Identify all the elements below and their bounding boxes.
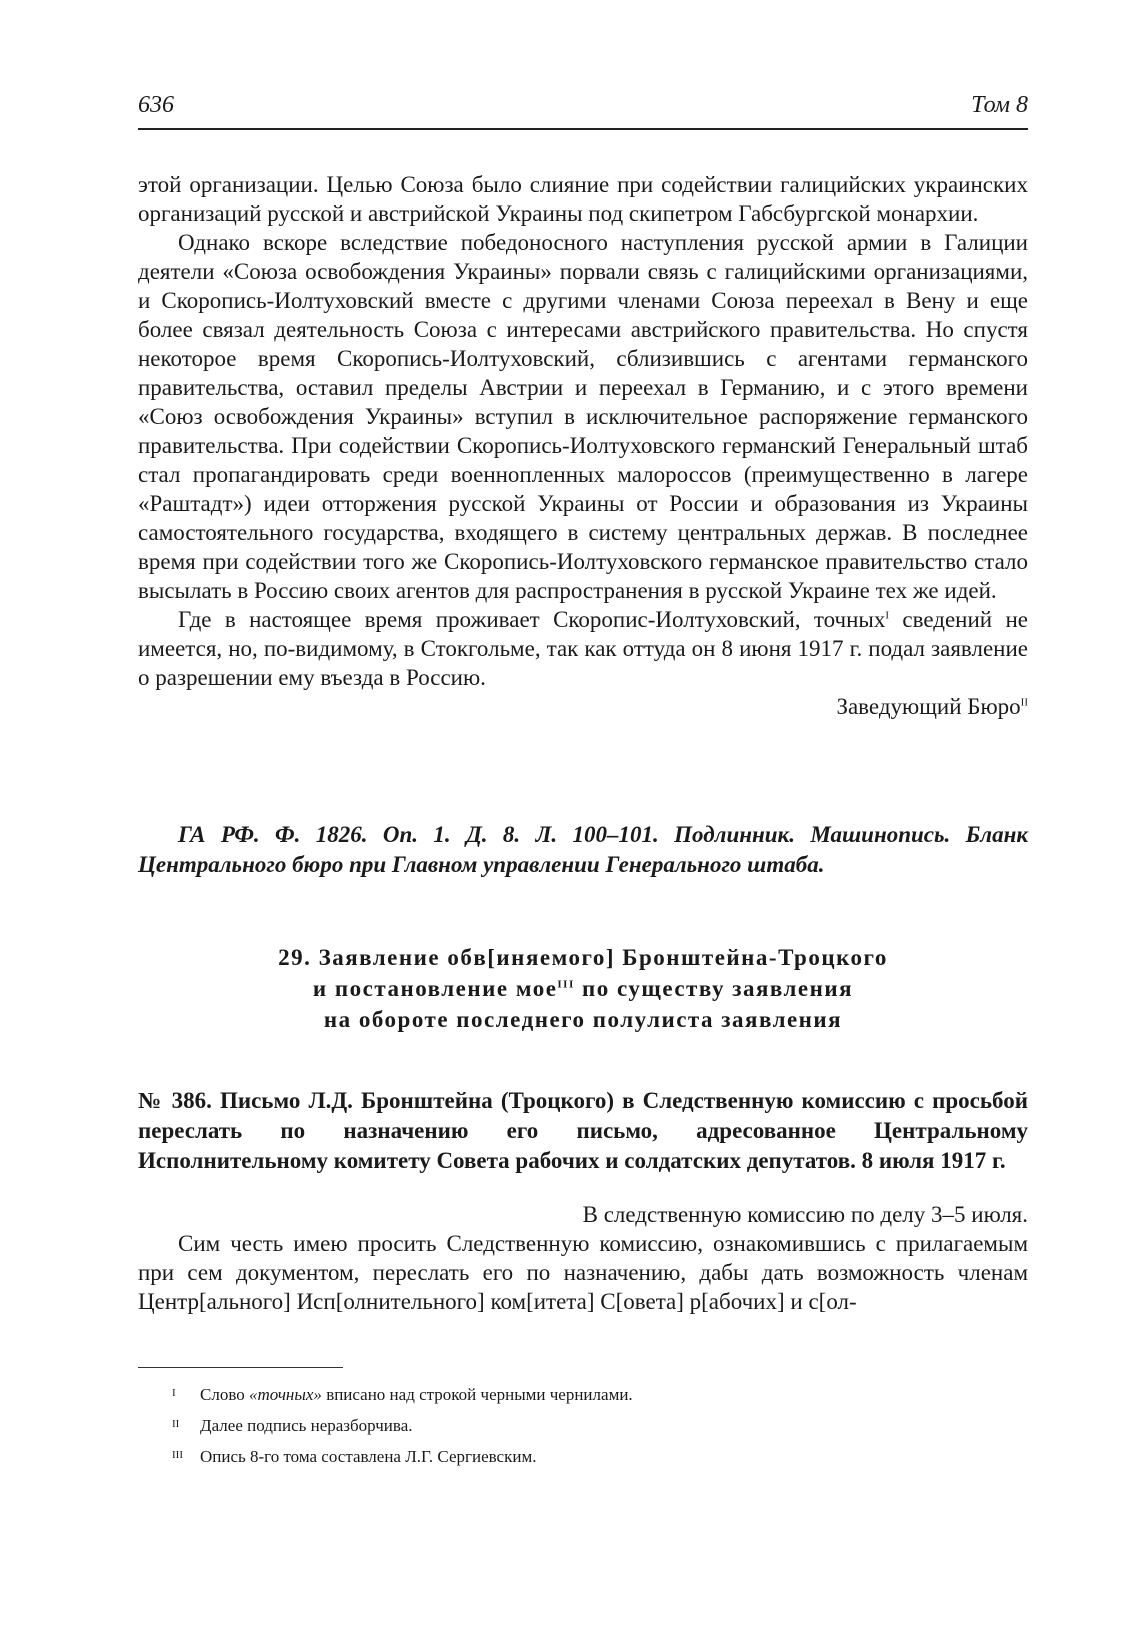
footnote-quoted-word: «точных» bbox=[248, 1385, 322, 1404]
footnote-mark: I bbox=[172, 1387, 176, 1399]
footnote-mark: II bbox=[172, 1418, 180, 1430]
paragraph-2: Однако вскоре вследствие победоносного наступления русской армии в Галиции деятели «Союза освобождения Украины» порвали связь с галицийскими организациями, и Скоропись-Иолтуховский вместе с другими членами Союза переехал в Вену и еще более связал деятельность Союза с интересами австрийского правительства. Но спустя некоторое время Скоропись-Иолтуховский, сблизившись с агентами германского правительства, оставил пределы Австрии и переехал в Германию, и с этого времени «Союз освобождения Украины» вступил в исключительное распоряжение германского правительства. При содействии Скоропись-Иолтуховского германский Генеральный штаб стал пропагандировать среди военнопленных малороссов (преимущественно в лагере «Раштадт») идеи отторжения русской Украины от России и образования из Украины самостоятельного государства, входящего в систему центральных держав. В последнее время при содействии того же Скоропись-Иолтуховского германское правительство стало высылать в Россию своих агентов для распространения в русской Украине тех же идей. bbox=[138, 230, 1028, 603]
paragraph-3-text-cont: сведений не имеется, но, по-видимому, в Стокгольме, так как оттуда он 8 июня 1917 г. подал заявление о разрешении ему въезда в Россию. bbox=[138, 607, 1028, 690]
body-text bbox=[138, 170, 1028, 721]
archive-source-note: ГА РФ. Ф. 1826. Оп. 1. Д. 8. Л. 100–101. Подлинник. Машинопись. Бланк Центрального бюро при Главном управлении Генерального штаба. bbox=[138, 822, 1028, 877]
paragraph-3 bbox=[138, 605, 1028, 692]
running-header bbox=[138, 88, 1028, 130]
letter-text bbox=[138, 1200, 1028, 1316]
page-number: 636 bbox=[138, 92, 174, 118]
footnote-1 bbox=[172, 1384, 1028, 1406]
document-title: № 386. Письмо Л.Д. Бронштейна (Троцкого) в Следственную комиссию с просьбой переслать по назначению его письмо, адресованное Центральному Исполнительному комитету Совета рабочих и солдатских депутатов. 8 июля 1917 г. bbox=[138, 1088, 1028, 1173]
letter-body: Сим честь имею просить Следственную комиссию, ознакомившись с прилагаемым при сем документом, переслать его по назначению, дабы дать возможность членам Центр[ального] Исп[олнительного] ком[итета] С[овета] р[абочих] и с[ол- bbox=[138, 1231, 1028, 1314]
footnote-mark: III bbox=[172, 1449, 183, 1461]
footnote-text: Слово bbox=[200, 1385, 249, 1404]
footnote-ref-2: II bbox=[1020, 696, 1028, 709]
section-heading-line-2-text: и постановление мое bbox=[312, 976, 558, 1001]
footnote-text: Опись 8-го тома составлена Л.Г. Сергиевским. bbox=[200, 1447, 537, 1466]
section-heading-line-3: на обороте последнего полулиста заявления bbox=[323, 1007, 843, 1032]
section-heading-line-2 bbox=[138, 973, 1028, 1004]
footnote-divider bbox=[138, 1367, 343, 1368]
section-heading-line-2-text-cont: по существу заявления bbox=[574, 976, 854, 1001]
footnote-3 bbox=[172, 1446, 1028, 1468]
paragraph-1: этой организации. Целью Союза было слияние при содействии галицийских украинских организаций русской и австрийской Украины под скипетром Габсбургской монархии. bbox=[138, 172, 1028, 226]
footnote-2 bbox=[172, 1415, 1028, 1437]
letter-address: В следственную комиссию по делу 3–5 июля. bbox=[582, 1202, 1028, 1227]
signature-text: Заведующий Бюро bbox=[836, 694, 1021, 719]
section-heading bbox=[138, 942, 1028, 1035]
section-heading-line-1: 29. Заявление обв[иняемого] Бронштейна-Троцкого bbox=[278, 945, 888, 970]
paragraph-3-text: Где в настоящее время проживает Скоропис-Иолтуховский, точных bbox=[178, 607, 886, 632]
signature bbox=[138, 692, 1028, 721]
footnote-ref-3: III bbox=[557, 978, 575, 991]
footnote-ref-1: I bbox=[885, 609, 890, 622]
footnote-text: Далее подпись неразборчива. bbox=[200, 1416, 413, 1435]
footnote-text-cont: вписано над строкой черными чернилами. bbox=[321, 1385, 633, 1404]
volume-label: Том 8 bbox=[971, 92, 1028, 118]
footnotes bbox=[172, 1384, 1028, 1477]
